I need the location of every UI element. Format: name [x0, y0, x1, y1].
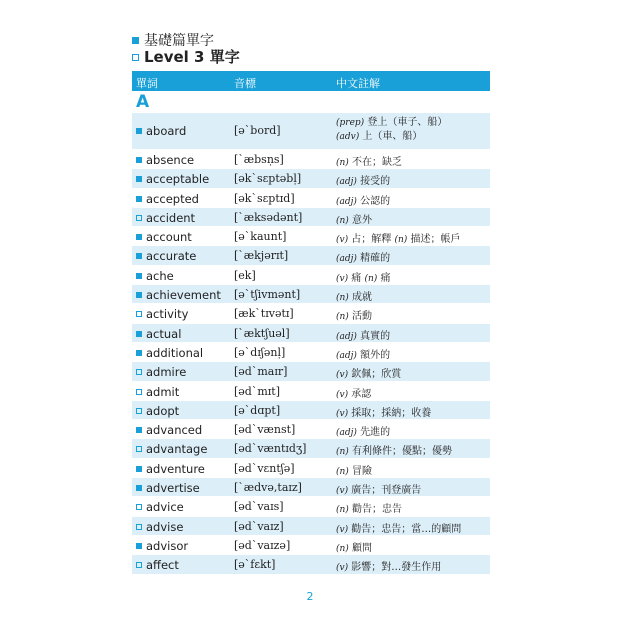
part-of-speech: (v): [336, 524, 349, 535]
word-cell: [136, 307, 188, 321]
part-of-speech: (adj): [336, 196, 357, 207]
part-of-speech: (n): [336, 293, 349, 304]
part-of-speech: (n): [336, 543, 349, 554]
word-text: advanced: [146, 423, 203, 438]
meaning-text: 先進的: [360, 427, 391, 439]
ipa-cell: [əˋfɛkt]: [234, 558, 276, 572]
meaning-cell: [336, 500, 402, 515]
table-body: [132, 113, 490, 575]
hollow-square-icon: [136, 562, 142, 568]
meaning-text: 精確的: [360, 253, 391, 265]
word-text: advertise: [146, 481, 200, 496]
word-text: advisor: [146, 538, 189, 553]
word-cell: [136, 404, 179, 418]
hollow-square-icon: [136, 311, 142, 317]
word-text: accident: [146, 210, 196, 225]
header-word: 單詞: [136, 77, 158, 90]
ipa-cell: [əkˋsɛptəbḷ]: [234, 172, 302, 186]
filled-square-icon: [132, 37, 139, 44]
filled-square-icon: [136, 331, 142, 337]
ipa-cell: [ˋæksədənt]: [234, 210, 303, 224]
meaning-cell: [336, 346, 390, 361]
table-row: [132, 304, 490, 323]
ipa-cell: [ədˋmɪt]: [234, 384, 281, 398]
word-cell: [136, 423, 202, 437]
word-text: accurate: [146, 249, 197, 264]
table-row: [132, 266, 490, 285]
ipa-cell: [ədˋvaɪz]: [234, 519, 284, 533]
word-text: affect: [146, 558, 179, 573]
level-title: [132, 46, 240, 67]
meaning-text: 公認的: [360, 195, 391, 207]
ipa-cell: [ədˋvænst]: [234, 423, 296, 437]
hollow-square-icon: [136, 408, 142, 414]
meaning-text: 登上（車子、船）: [367, 117, 448, 128]
meaning-text: 接受的: [360, 176, 391, 188]
filled-square-icon: [136, 253, 142, 259]
word-cell: [136, 539, 188, 553]
ipa-cell: [ek]: [234, 268, 256, 282]
filled-square-icon: [136, 292, 142, 298]
meaning-cell: [336, 288, 372, 303]
table-row: [132, 169, 490, 188]
meaning-text: 冒險: [352, 465, 373, 477]
word-cell: [136, 385, 179, 399]
ipa-cell: [əˋkaunt]: [234, 230, 287, 244]
word-cell: [136, 462, 205, 476]
table-row: [132, 420, 490, 439]
table-row: [132, 536, 490, 555]
part-of-speech: (n): [364, 273, 378, 284]
table-row: [132, 439, 490, 458]
ipa-cell: [əkˋsɛptɪd]: [234, 191, 295, 205]
section-letter-text: A: [136, 92, 150, 112]
word-text: activity: [146, 307, 189, 322]
section-letter: [132, 91, 490, 113]
ipa-cell: [əˋdɪʃənḷ]: [234, 345, 286, 359]
filled-square-icon: [136, 157, 142, 163]
meaning-text: 占；解釋: [351, 234, 392, 246]
meaning-text: 痛: [380, 272, 391, 284]
part-of-speech: (adj): [336, 254, 357, 265]
word-text: adopt: [146, 403, 180, 418]
word-cell: [136, 520, 183, 534]
meaning-cell: [336, 269, 391, 284]
ipa-cell: [ədˋvaɪzə]: [234, 538, 291, 552]
word-text: admire: [146, 365, 187, 380]
meaning-cell: [336, 423, 390, 438]
hollow-square-icon: [136, 389, 142, 395]
table-row: [132, 324, 490, 343]
ipa-cell: [ˋædvə,taɪz]: [234, 481, 302, 495]
table-row: [132, 555, 490, 574]
word-cell: [136, 269, 174, 283]
meaning-cell: [336, 172, 390, 187]
meaning-cell: [336, 307, 372, 322]
level-title-text: Level 3 單字: [144, 48, 240, 66]
part-of-speech: (v): [336, 486, 349, 497]
meaning-cell: [336, 520, 461, 535]
ipa-cell: [ədˋvæntɪdʒ]: [234, 442, 307, 456]
word-text: ache: [146, 268, 174, 283]
meaning-text: 廣告；刊登廣告: [351, 485, 422, 497]
meaning-cell: [336, 230, 461, 245]
meaning-text: 描述；帳戶: [410, 234, 461, 246]
filled-square-icon: [136, 350, 142, 356]
meaning-text: 承認: [351, 388, 372, 400]
meaning-cell: [336, 462, 372, 477]
ipa-cell: [ədˋvaɪs]: [234, 500, 284, 514]
table-row: [132, 401, 490, 420]
word-cell: [136, 288, 221, 302]
ipa-cell: [ədˋvɛntʃə]: [234, 461, 295, 475]
meaning-text: 欽佩；欣賞: [351, 369, 402, 381]
hollow-square-icon: [136, 215, 142, 221]
word-text: acceptable: [146, 172, 210, 187]
meaning-text: 成就: [352, 292, 373, 304]
filled-square-icon: [136, 427, 142, 433]
meaning-cell: [336, 153, 402, 168]
word-text: actual: [146, 326, 182, 341]
part-of-speech: (v): [336, 235, 349, 246]
ipa-cell: [əˋbord]: [234, 124, 281, 137]
word-text: advantage: [146, 442, 208, 457]
meaning-text: 真實的: [360, 330, 391, 342]
header-meaning: 中文註解: [336, 77, 380, 90]
meaning-cell: [336, 116, 447, 144]
part-of-speech: (adj): [336, 331, 357, 342]
table-row: [132, 517, 490, 536]
ipa-cell: [ədˋmaɪr]: [234, 365, 288, 379]
part-of-speech: (n): [336, 466, 349, 477]
part-of-speech: (n): [336, 312, 349, 323]
meaning-text: 上（車、船）: [362, 131, 423, 142]
word-cell: [136, 442, 207, 456]
meaning-cell: [336, 539, 372, 554]
part-of-speech: (n): [336, 447, 349, 458]
word-text: admit: [146, 384, 180, 399]
word-cell: [136, 153, 194, 167]
part-of-speech: (prep): [336, 118, 365, 128]
part-of-speech: (n): [336, 158, 349, 168]
word-cell: [136, 172, 209, 186]
meaning-cell: [336, 327, 390, 342]
meaning-text: 有利條件；優點；優勢: [352, 446, 453, 458]
word-cell: [136, 124, 186, 138]
word-text: accepted: [146, 191, 199, 206]
word-text: adventure: [146, 461, 205, 476]
meaning-cell: [336, 481, 421, 496]
vocabulary-table: [132, 71, 490, 575]
part-of-speech: (v): [336, 389, 349, 400]
part-of-speech: (adj): [336, 177, 357, 188]
meaning-cell: [336, 249, 390, 264]
filled-square-icon: [136, 176, 142, 182]
table-row: [132, 113, 490, 150]
table-row: [132, 362, 490, 381]
part-of-speech: (v): [336, 563, 349, 574]
hollow-square-icon: [136, 446, 142, 452]
word-cell: [136, 230, 192, 244]
word-text: absence: [146, 153, 195, 167]
word-cell: [136, 327, 181, 341]
meaning-text: 額外的: [360, 349, 391, 361]
word-text: advice: [146, 500, 184, 515]
word-cell: [136, 481, 200, 495]
table-row: [132, 382, 490, 401]
table-header: [132, 71, 490, 91]
filled-square-icon: [136, 485, 142, 491]
part-of-speech: (adj): [336, 350, 357, 361]
word-text: additional: [146, 345, 204, 360]
part-of-speech: (adj): [336, 428, 357, 439]
hollow-square-icon: [136, 524, 142, 530]
table-row: [132, 189, 490, 208]
part-of-speech: (n): [336, 215, 349, 226]
ipa-cell: [ˋæktʃuəl]: [234, 326, 290, 340]
word-text: achievement: [146, 288, 221, 303]
word-text: aboard: [146, 124, 187, 138]
meaning-text: 顧問: [352, 542, 373, 554]
meaning-cell: [336, 385, 371, 400]
ipa-cell: [əˋdɑpt]: [234, 403, 281, 417]
meaning-text: 痛: [351, 272, 362, 284]
meaning-text: 意外: [352, 214, 373, 226]
word-cell: [136, 558, 179, 572]
ipa-cell: [ækˋtɪvətɪ]: [234, 307, 294, 321]
meaning-cell: [336, 192, 390, 207]
word-cell: [136, 346, 203, 360]
hollow-square-icon: [132, 54, 139, 61]
word-text: account: [146, 230, 192, 245]
page-number: 2: [306, 590, 314, 603]
word-cell: [136, 192, 199, 206]
meaning-cell: [336, 404, 431, 419]
header-ipa: 音標: [234, 77, 256, 90]
meaning-text: 不在；缺乏: [352, 157, 403, 168]
hollow-square-icon: [136, 504, 142, 510]
part-of-speech: (v): [336, 370, 349, 381]
table-row: [132, 478, 490, 497]
hollow-square-icon: [136, 369, 142, 375]
meaning-cell: [336, 558, 441, 573]
word-cell: [136, 249, 196, 263]
word-cell: [136, 211, 195, 225]
meaning-text: 影響；對…發生作用: [351, 562, 442, 574]
part-of-speech: (n): [394, 235, 408, 246]
part-of-speech: (n): [336, 505, 349, 516]
table-row: [132, 285, 490, 304]
ipa-cell: [ˋækjərɪt]: [234, 249, 289, 263]
filled-square-icon: [136, 234, 142, 240]
word-cell: [136, 365, 186, 379]
word-cell: [136, 500, 184, 514]
table-row: [132, 150, 490, 169]
part-of-speech: (adv): [336, 132, 360, 142]
ipa-cell: [ˋæbsṇs]: [234, 153, 284, 166]
meaning-text: 勸告；忠告: [352, 504, 403, 516]
filled-square-icon: [136, 273, 142, 279]
ipa-cell: [əˋtʃivmənt]: [234, 288, 301, 302]
meaning-text: 勸告；忠告；當…的顧問: [351, 523, 462, 535]
word-text: advise: [146, 519, 184, 534]
table-row: [132, 208, 490, 227]
table-row: [132, 497, 490, 516]
table-row: [132, 459, 490, 478]
meaning-cell: [336, 365, 401, 380]
meaning-text: 活動: [352, 311, 373, 323]
filled-square-icon: [136, 128, 142, 134]
filled-square-icon: [136, 466, 142, 472]
table-row: [132, 246, 490, 265]
meaning-text: 採取；採納；收養: [351, 407, 432, 419]
part-of-speech: (v): [336, 273, 349, 284]
series-title-text: 基礎篇單字: [144, 33, 214, 49]
part-of-speech: (v): [336, 408, 349, 419]
filled-square-icon: [136, 543, 142, 549]
filled-square-icon: [136, 196, 142, 202]
meaning-cell: [336, 211, 372, 226]
table-row: [132, 343, 490, 362]
table-row: [132, 227, 490, 246]
meaning-cell: [336, 442, 452, 457]
